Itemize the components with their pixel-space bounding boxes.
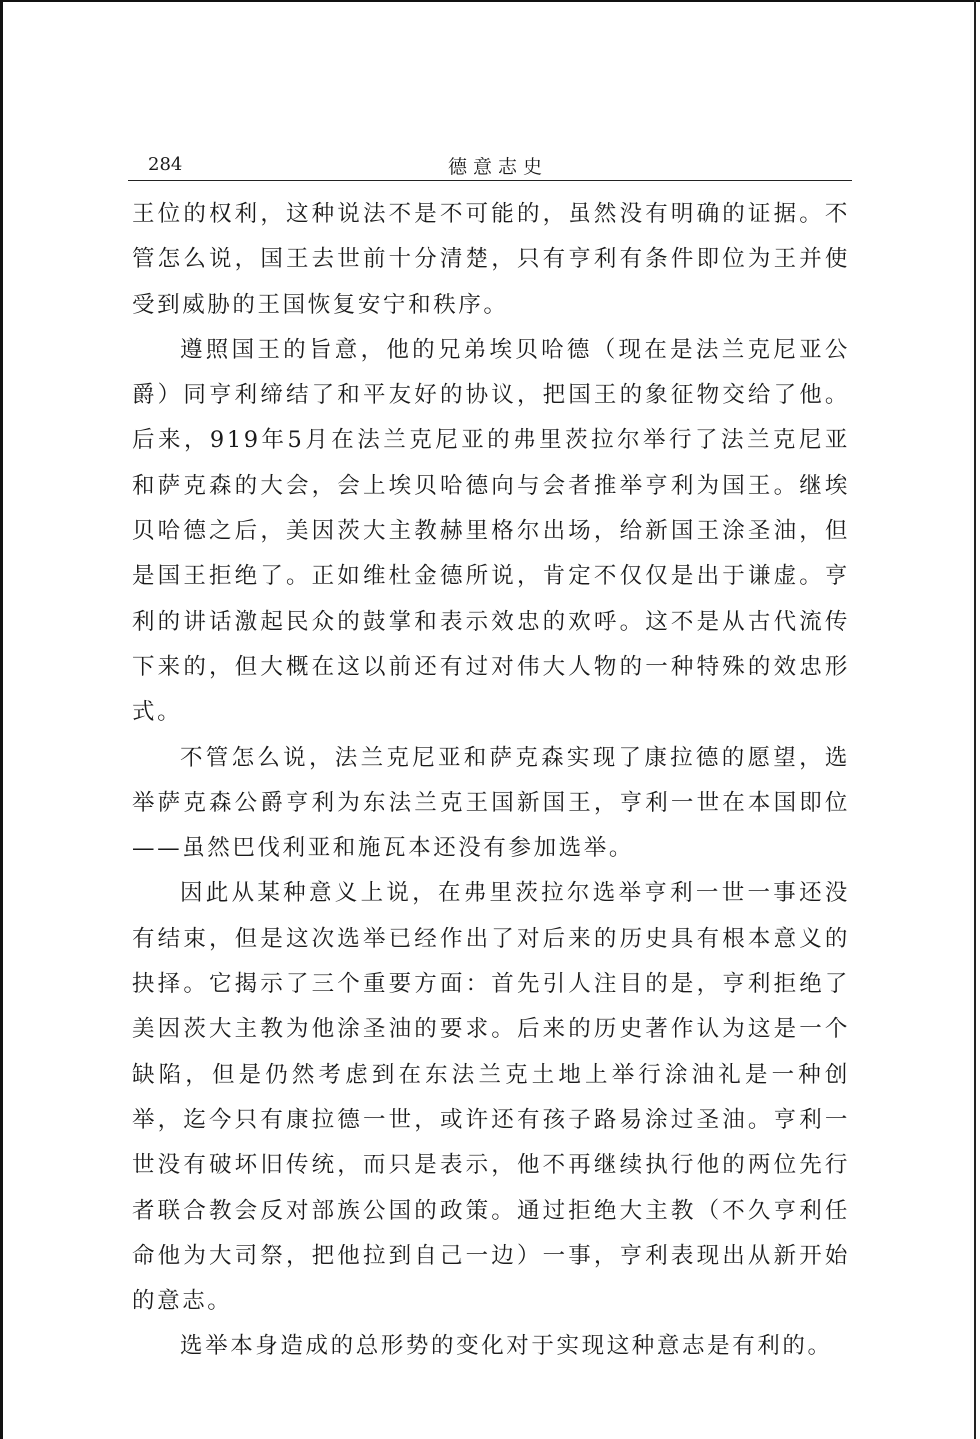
page-header bbox=[128, 150, 850, 180]
paragraph: 遵照国王的旨意，他的兄弟埃贝哈德（现在是法兰克尼亚公爵）同亨利缔结了和平友好的协议，把国王的象征物交给了他。后来，919年5月在法兰克尼亚的弗里茨拉尔举行了法兰克尼亚和萨克森的大会，会上埃贝哈德向与会者推举亨利为国王。继埃贝哈德之后，美因茨大主教赫里格尔出场，给新国王涂圣油，但是国王拒绝了。正如维杜金德所说，肯定不仅仅是出于谦虚。亨利的讲话激起民众的鼓掌和表示效忠的欢呼。这不是从古代流传下来的，但大概在这以前还有过对伟大人物的一种特殊的效忠形式。 bbox=[132, 336, 850, 726]
header-rule bbox=[128, 180, 852, 181]
scan-border-right bbox=[974, 0, 976, 1439]
scan-border-left bbox=[0, 0, 3, 1439]
running-title: 德意志史 bbox=[447, 156, 548, 178]
paragraph-continuation: 王位的权利，这种说法不是不可能的，虽然没有明确的证据。不管怎么说，国王去世前十分清楚，只有亨利有条件即位为王并使受到威胁的王国恢复安宁和秩序。 bbox=[132, 201, 850, 318]
paragraph: 因此从某种意义上说，在弗里茨拉尔选举亨利一世一事还没有结束，但是这次选举已经作出了对后来的历史具有根本意义的抉择。它揭示了三个重要方面：首先引人注目的是，亨利拒绝了美因茨大主教为他涂圣油的要求。后来的历史著作认为这是一个缺陷，但是仍然考虑到在东法兰克土地上举行涂油礼是一种创举，迄今只有康拉德一世，或许还有孩子路易涂过圣油。亨利一世没有破坏旧传统，而只是表示，他不再继续执行他的两位先行者联合教会反对部族公国的政策。通过拒绝大主教（不久亨利任命他为大司祭，把他拉到自己一边）一事，亨利表现出从新开始的意志。 bbox=[132, 880, 850, 1315]
paragraph: 选举本身造成的总形势的变化对于实现这种意志是有利的。 bbox=[180, 1333, 833, 1360]
page-number: 284 bbox=[148, 154, 183, 175]
paragraph: 不管怎么说，法兰克尼亚和萨克森实现了康拉德的愿望，选举萨克森公爵亨利为东法兰克王国新国王，亨利一世在本国即位——虽然巴伐利亚和施瓦本还没有参加选举。 bbox=[132, 744, 850, 862]
body-text bbox=[132, 192, 850, 1370]
scan-border-top bbox=[0, 0, 980, 2]
